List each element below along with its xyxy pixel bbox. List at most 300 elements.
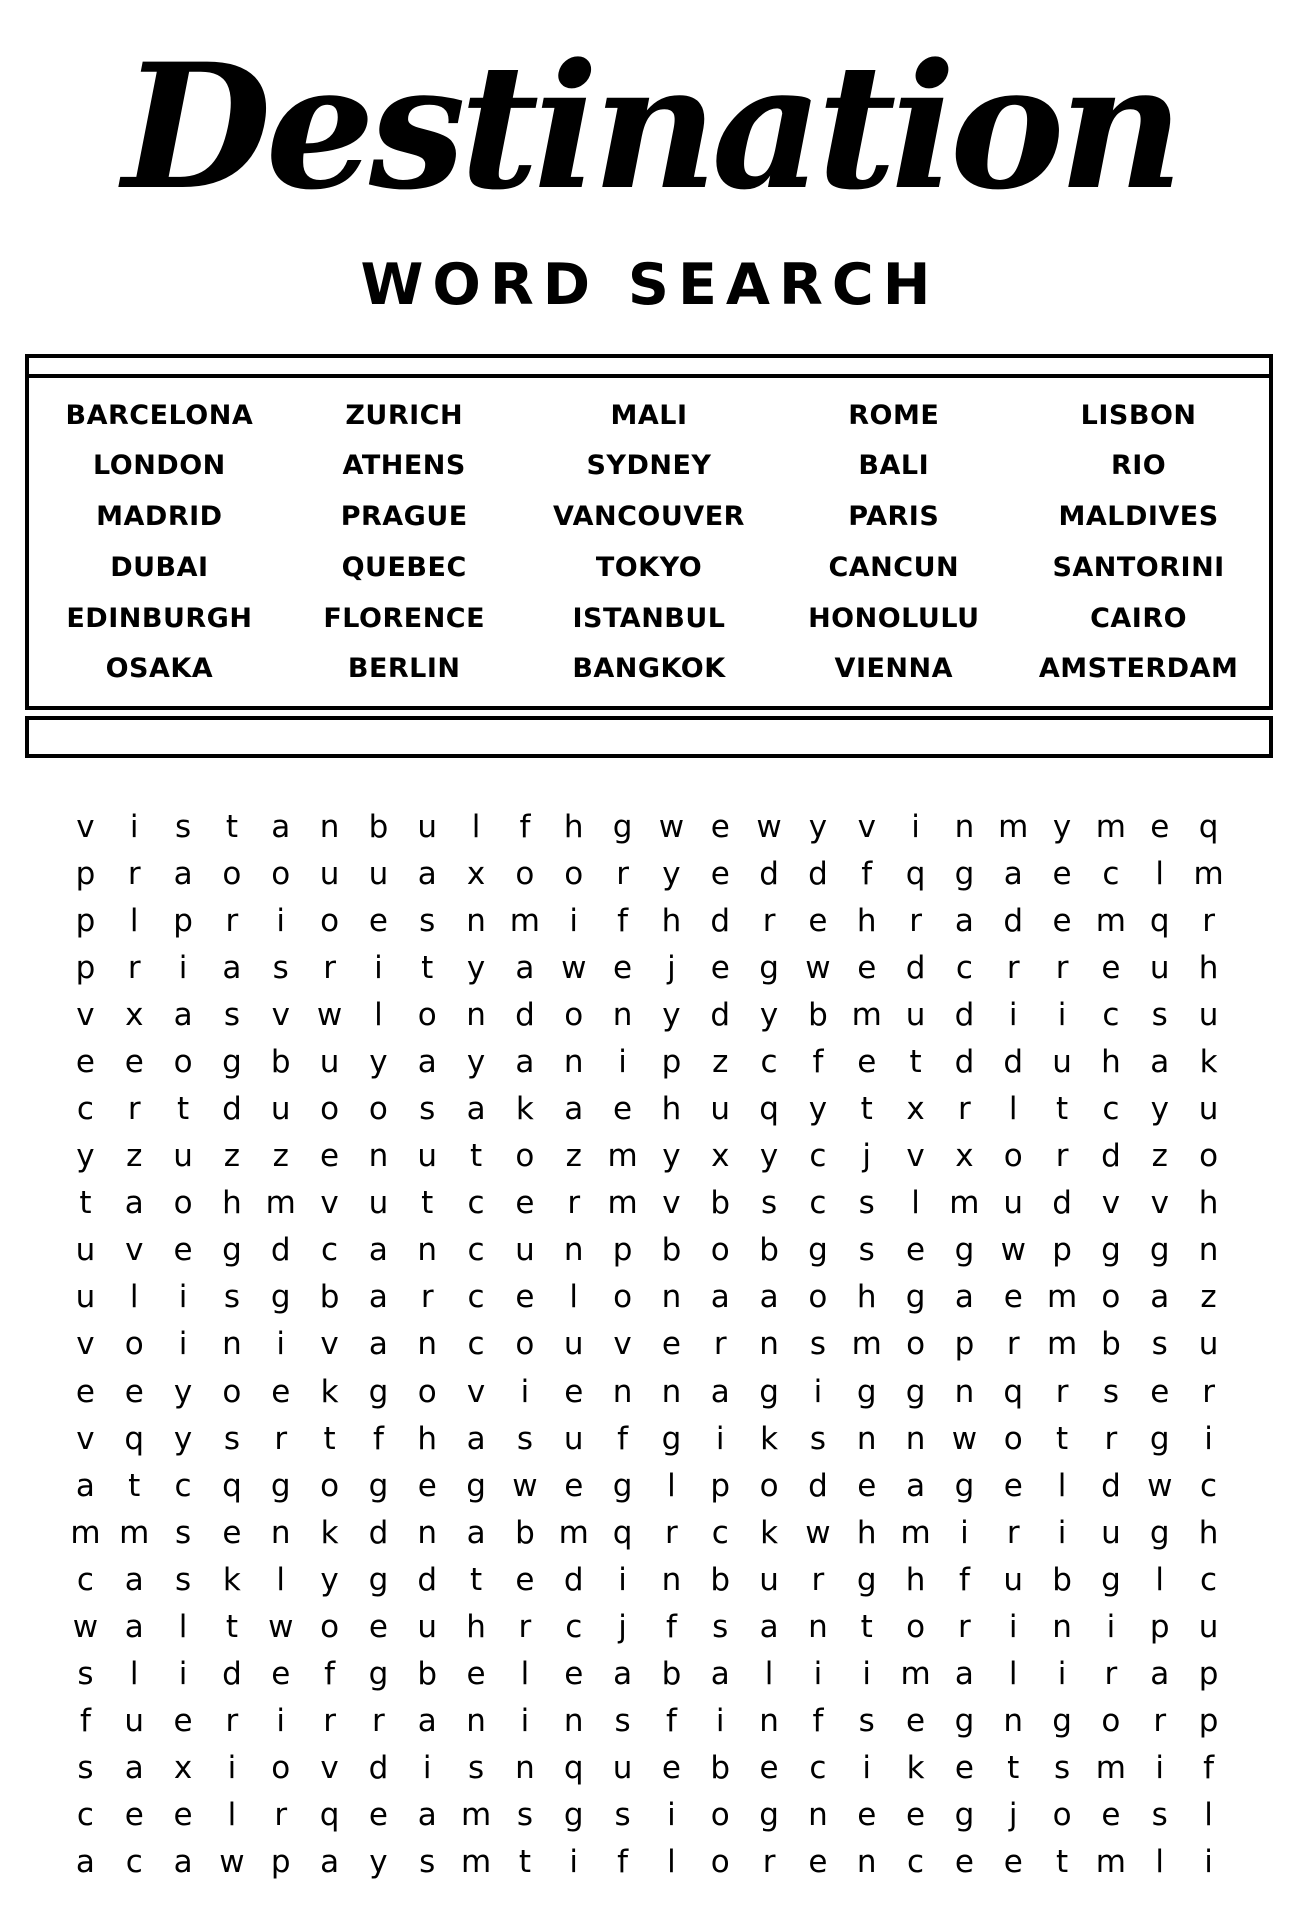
grid-cell-r9c11: r [567, 1185, 581, 1222]
grid-cell-r23c13: l [667, 1843, 676, 1880]
grid-cell-r10c20: w [1000, 1232, 1026, 1269]
grid-cell-r19c20: l [1008, 1655, 1018, 1692]
grid-cell-r14c20: o [1003, 1420, 1023, 1457]
grid-cell-r13c22: s [1102, 1373, 1119, 1410]
grid-cell-r4c21: r [1055, 950, 1069, 987]
word-list [29, 378, 1269, 706]
grid-cell-r10c19: g [954, 1232, 975, 1269]
grid-cell-r11c2: l [129, 1279, 139, 1316]
word-list-item: VIENNA [834, 653, 954, 685]
grid-cell-r4c23: u [1149, 950, 1170, 987]
grid-cell-r3c5: i [276, 903, 286, 940]
grid-cell-r9c9: c [467, 1185, 485, 1222]
grid-cell-r19c19: a [954, 1655, 974, 1692]
grid-cell-r4c24: h [1198, 950, 1219, 987]
grid-cell-r18c6: o [320, 1608, 340, 1645]
grid-cell-r6c8: a [417, 1044, 437, 1081]
grid-cell-r18c13: f [665, 1608, 677, 1645]
grid-cell-r1c6: n [319, 809, 340, 846]
grid-cell-r4c19: c [955, 950, 973, 987]
grid-cell-r10c12: p [612, 1232, 633, 1269]
grid-cell-r12c6: v [320, 1326, 339, 1363]
grid-cell-r19c11: e [564, 1655, 584, 1692]
grid-cell-r6c1: e [75, 1044, 95, 1081]
grid-cell-r4c12: e [613, 950, 633, 987]
grid-cell-r9c23: v [1150, 1185, 1169, 1222]
grid-cell-r17c20: u [1003, 1561, 1024, 1598]
grid-cell-r1c9: l [471, 809, 481, 846]
grid-cell-r22c9: m [460, 1796, 492, 1833]
grid-cell-r5c24: u [1198, 997, 1219, 1034]
grid-cell-r22c14: o [710, 1796, 730, 1833]
grid-cell-r21c14: b [710, 1749, 731, 1786]
word-list-item: MALI [610, 399, 688, 431]
grid-cell-r14c21: t [1055, 1420, 1069, 1457]
grid-cell-r20c15: n [759, 1702, 779, 1739]
letter-grid [61, 804, 1233, 1886]
grid-cell-r18c20: i [1008, 1608, 1018, 1645]
grid-cell-r6c21: u [1052, 1044, 1072, 1081]
grid-cell-r15c1: a [75, 1467, 95, 1504]
grid-cell-r8c11: z [565, 1138, 582, 1175]
grid-cell-r10c4: g [222, 1232, 242, 1269]
grid-cell-r1c22: m [1095, 809, 1126, 846]
word-list-item: CANCUN [828, 551, 960, 583]
grid-cell-r16c13: r [665, 1514, 678, 1551]
grid-cell-r3c7: e [368, 903, 388, 940]
grid-cell-r22c24: l [1204, 1796, 1213, 1833]
grid-cell-r12c1: v [76, 1326, 95, 1363]
grid-cell-r6c17: e [857, 1044, 877, 1081]
grid-cell-r10c23: g [1149, 1232, 1170, 1269]
grid-cell-r10c10: u [515, 1232, 535, 1269]
grid-cell-r22c21: o [1052, 1796, 1072, 1833]
grid-cell-r1c18: i [911, 809, 920, 846]
grid-cell-r18c2: a [124, 1608, 144, 1645]
grid-cell-r13c1: e [75, 1373, 95, 1410]
grid-cell-r23c10: t [518, 1843, 531, 1880]
grid-cell-r5c6: w [316, 997, 343, 1034]
grid-cell-r17c24: c [1200, 1561, 1218, 1598]
grid-cell-r10c5: d [270, 1232, 291, 1269]
grid-cell-r1c2: i [129, 809, 139, 846]
grid-cell-r13c14: a [710, 1373, 730, 1410]
grid-cell-r15c3: c [174, 1467, 192, 1504]
grid-cell-r7c6: o [320, 1091, 340, 1128]
grid-cell-r3c20: d [1003, 903, 1024, 940]
grid-cell-r7c1: c [76, 1091, 94, 1128]
grid-cell-r10c9: c [467, 1232, 485, 1269]
grid-cell-r15c23: w [1147, 1467, 1173, 1504]
word-list-item: PARIS [848, 501, 940, 533]
grid-cell-r20c19: g [954, 1702, 975, 1739]
grid-cell-r6c14: z [712, 1044, 729, 1081]
grid-cell-r6c7: y [369, 1044, 388, 1081]
grid-cell-r1c11: h [563, 809, 584, 846]
grid-cell-r4c15: g [759, 950, 779, 987]
grid-cell-r23c17: n [856, 1843, 877, 1880]
grid-cell-r12c8: n [417, 1326, 438, 1363]
word-list-item: AMSTERDAM [1038, 653, 1239, 685]
grid-cell-r18c17: t [860, 1608, 873, 1645]
grid-cell-r22c10: s [516, 1796, 533, 1833]
grid-cell-r16c16: w [805, 1514, 831, 1551]
grid-cell-r14c15: k [760, 1420, 779, 1457]
grid-cell-r15c7: g [368, 1467, 389, 1504]
grid-cell-r8c17: j [862, 1138, 872, 1175]
grid-cell-r10c11: n [563, 1232, 584, 1269]
grid-cell-r11c21: m [1046, 1279, 1078, 1316]
grid-cell-r4c14: e [710, 950, 730, 987]
grid-cell-r17c10: e [515, 1561, 535, 1598]
grid-cell-r22c4: l [227, 1796, 237, 1833]
grid-cell-r17c2: a [124, 1561, 144, 1598]
grid-cell-r2c21: e [1052, 856, 1072, 893]
grid-cell-r9c14: b [710, 1185, 731, 1222]
grid-cell-r2c7: u [368, 856, 389, 893]
grid-cell-r23c4: w [219, 1843, 245, 1880]
grid-cell-r20c6: r [323, 1702, 336, 1739]
grid-cell-r7c5: u [270, 1091, 291, 1128]
grid-cell-r19c10: l [520, 1655, 530, 1692]
grid-cell-r6c13: p [661, 1044, 682, 1081]
grid-cell-r19c7: g [368, 1655, 389, 1692]
word-list-item: ISTANBUL [572, 602, 726, 634]
grid-cell-r11c14: a [710, 1279, 730, 1316]
grid-cell-r5c4: s [223, 997, 240, 1034]
grid-cell-r18c14: s [712, 1608, 729, 1645]
grid-cell-r2c18: q [905, 856, 926, 893]
grid-cell-r21c12: u [612, 1749, 633, 1786]
grid-cell-r13c24: r [1202, 1373, 1215, 1410]
grid-cell-r17c5: l [276, 1561, 286, 1598]
grid-cell-r5c14: d [710, 997, 731, 1034]
grid-cell-r9c6: v [320, 1185, 339, 1222]
grid-cell-r6c10: a [515, 1044, 535, 1081]
grid-cell-r19c17: i [862, 1655, 872, 1692]
grid-cell-r17c17: g [856, 1561, 877, 1598]
grid-cell-r18c22: i [1106, 1608, 1116, 1645]
grid-cell-r5c19: d [954, 997, 975, 1034]
grid-cell-r17c7: g [368, 1561, 389, 1598]
grid-cell-r15c21: l [1057, 1467, 1067, 1504]
grid-cell-r11c13: n [661, 1279, 682, 1316]
grid-cell-r20c14: i [715, 1702, 725, 1739]
grid-cell-r16c22: u [1101, 1514, 1121, 1551]
grid-cell-r19c12: a [613, 1655, 633, 1692]
grid-cell-r21c13: e [661, 1749, 681, 1786]
grid-cell-r13c10: i [520, 1373, 530, 1410]
grid-cell-r19c22: r [1104, 1655, 1118, 1692]
grid-cell-r16c20: r [1006, 1514, 1020, 1551]
grid-cell-r23c8: s [419, 1843, 436, 1880]
grid-cell-r3c15: r [762, 903, 776, 940]
grid-cell-r8c20: o [1003, 1138, 1023, 1175]
grid-cell-r13c3: y [173, 1373, 193, 1410]
grid-cell-r10c16: g [808, 1232, 828, 1269]
grid-cell-r21c16: c [809, 1749, 827, 1786]
grid-cell-r23c2: c [125, 1843, 143, 1880]
grid-cell-r23c5: p [270, 1843, 291, 1880]
grid-cell-r10c1: u [75, 1232, 96, 1269]
grid-cell-r12c11: u [563, 1326, 584, 1363]
grid-cell-r3c17: h [856, 903, 877, 940]
grid-cell-r1c17: v [857, 809, 876, 846]
grid-cell-r16c4: e [222, 1514, 242, 1551]
grid-cell-r20c20: n [1003, 1702, 1024, 1739]
grid-cell-r20c3: e [173, 1702, 193, 1739]
grid-cell-r10c7: a [368, 1232, 388, 1269]
grid-cell-r13c21: r [1055, 1373, 1069, 1410]
grid-cell-r1c21: y [1052, 809, 1072, 846]
grid-cell-r12c13: e [661, 1326, 681, 1363]
grid-cell-r2c5: o [271, 856, 291, 893]
grid-cell-r13c11: e [564, 1373, 584, 1410]
word-list-item: MALDIVES [1058, 501, 1219, 533]
grid-cell-r6c18: t [909, 1044, 922, 1081]
grid-cell-r9c15: s [760, 1185, 778, 1222]
grid-cell-r15c10: w [512, 1467, 538, 1504]
grid-cell-r2c6: u [319, 856, 340, 893]
grid-cell-r12c22: b [1101, 1326, 1121, 1363]
grid-cell-r18c9: h [466, 1608, 486, 1645]
grid-cell-r3c24: r [1202, 903, 1215, 940]
grid-cell-r7c2: r [127, 1091, 141, 1128]
grid-cell-r19c15: l [764, 1655, 774, 1692]
grid-cell-r6c11: n [563, 1044, 584, 1081]
grid-cell-r11c11: l [569, 1279, 579, 1316]
grid-cell-r8c24: o [1199, 1138, 1219, 1175]
grid-cell-r18c10: r [518, 1608, 532, 1645]
grid-cell-r4c7: i [374, 950, 383, 987]
grid-cell-r10c15: b [759, 1232, 779, 1269]
grid-cell-r20c10: i [520, 1702, 530, 1739]
word-list-item: BALI [858, 450, 930, 482]
grid-cell-r22c17: e [857, 1796, 877, 1833]
grid-cell-r14c4: s [223, 1420, 240, 1457]
grid-cell-r7c13: h [661, 1091, 682, 1128]
grid-cell-r5c9: n [466, 997, 486, 1034]
word-list-item: RIO [1110, 450, 1167, 482]
grid-cell-r14c1: v [76, 1420, 95, 1457]
grid-cell-r15c22: d [1101, 1467, 1121, 1504]
grid-cell-r8c23: z [1151, 1138, 1168, 1175]
word-list-item: ROME [848, 399, 940, 431]
grid-cell-r21c6: v [320, 1749, 339, 1786]
grid-cell-r12c21: m [1046, 1326, 1078, 1363]
grid-cell-r1c10: f [519, 809, 531, 846]
grid-cell-r16c14: c [711, 1514, 729, 1551]
grid-cell-r23c11: i [569, 1843, 579, 1880]
word-list-box-header [29, 358, 1269, 378]
grid-cell-r11c6: b [319, 1279, 340, 1316]
grid-cell-r14c2: q [124, 1420, 145, 1457]
grid-cell-r14c10: s [516, 1420, 533, 1457]
word-list-column-4 [771, 380, 1016, 704]
grid-cell-r9c4: h [222, 1185, 242, 1222]
grid-cell-r13c2: e [124, 1373, 144, 1410]
grid-cell-r9c10: e [515, 1185, 535, 1222]
grid-cell-r12c2: o [124, 1326, 144, 1363]
grid-cell-r5c13: y [662, 997, 681, 1034]
grid-cell-r15c15: o [759, 1467, 779, 1504]
grid-cell-r4c4: a [222, 950, 242, 987]
grid-cell-r7c22: c [1102, 1091, 1120, 1128]
word-list-item: BERLIN [347, 653, 461, 685]
grid-cell-r10c14: o [710, 1232, 730, 1269]
word-list-item: EDINBURGH [66, 602, 253, 634]
grid-cell-r8c19: x [955, 1138, 974, 1175]
grid-cell-r8c2: z [126, 1138, 143, 1175]
grid-cell-r2c11: o [564, 856, 584, 893]
grid-cell-r1c8: u [417, 809, 438, 846]
grid-cell-r7c17: t [860, 1091, 873, 1128]
grid-cell-r1c12: g [612, 809, 633, 846]
grid-cell-r23c19: e [954, 1843, 974, 1880]
grid-cell-r16c12: q [612, 1514, 633, 1551]
grid-cell-r23c9: m [460, 1843, 492, 1880]
grid-cell-r11c7: a [368, 1279, 388, 1316]
grid-cell-r13c13: n [661, 1373, 682, 1410]
grid-cell-r15c5: g [270, 1467, 291, 1504]
grid-cell-r21c7: d [368, 1749, 389, 1786]
grid-cell-r5c12: n [612, 997, 633, 1034]
grid-cell-r11c16: o [808, 1279, 828, 1316]
grid-cell-r20c11: n [563, 1702, 584, 1739]
grid-cell-r17c9: t [469, 1561, 483, 1598]
grid-cell-r2c20: a [1003, 856, 1023, 893]
grid-cell-r14c24: i [1204, 1420, 1213, 1457]
grid-cell-r22c18: e [906, 1796, 926, 1833]
word-list-box [25, 354, 1273, 710]
grid-cell-r20c17: s [858, 1702, 875, 1739]
grid-cell-r15c17: e [857, 1467, 877, 1504]
grid-cell-r15c14: p [710, 1467, 731, 1504]
grid-cell-r13c18: g [905, 1373, 926, 1410]
grid-cell-r4c10: a [515, 950, 535, 987]
word-list-item: OSAKA [105, 653, 214, 685]
grid-cell-r6c16: f [812, 1044, 824, 1081]
grid-cell-r21c8: i [422, 1749, 432, 1786]
word-list-item: ATHENS [342, 450, 466, 482]
grid-cell-r7c24: u [1198, 1091, 1219, 1128]
grid-cell-r23c24: i [1204, 1843, 1213, 1880]
grid-cell-r13c23: e [1150, 1373, 1170, 1410]
grid-cell-r16c18: m [900, 1514, 931, 1551]
grid-cell-r3c12: f [617, 903, 629, 940]
grid-cell-r5c23: s [1151, 997, 1168, 1034]
grid-cell-r23c20: e [1003, 1843, 1023, 1880]
grid-cell-r17c4: k [222, 1561, 241, 1598]
grid-cell-r4c20: r [1006, 950, 1020, 987]
grid-cell-r9c5: m [265, 1185, 296, 1222]
grid-cell-r8c1: y [76, 1138, 95, 1175]
grid-cell-r21c10: n [515, 1749, 535, 1786]
grid-cell-r17c11: d [563, 1561, 584, 1598]
grid-cell-r12c9: c [467, 1326, 485, 1363]
grid-cell-r2c12: r [616, 856, 629, 893]
grid-cell-r21c23: i [1155, 1749, 1165, 1786]
grid-cell-r19c23: a [1150, 1655, 1170, 1692]
grid-cell-r11c18: g [905, 1279, 926, 1316]
grid-cell-r15c24: c [1200, 1467, 1218, 1504]
grid-cell-r5c2: x [125, 997, 144, 1034]
grid-cell-r10c17: s [858, 1232, 875, 1269]
grid-cell-r6c5: b [270, 1044, 291, 1081]
grid-cell-r1c4: t [225, 809, 238, 846]
grid-cell-r2c14: e [710, 856, 730, 893]
grid-cell-r15c19: g [954, 1467, 975, 1504]
grid-cell-r9c22: v [1101, 1185, 1121, 1222]
word-list-item: HONOLULU [808, 602, 980, 634]
grid-cell-r3c18: r [909, 903, 922, 940]
grid-cell-r8c14: x [711, 1138, 730, 1175]
grid-cell-r5c1: v [76, 997, 95, 1034]
grid-cell-r23c7: y [369, 1843, 388, 1880]
grid-cell-r3c4: r [225, 903, 239, 940]
grid-cell-r8c7: n [368, 1138, 389, 1175]
word-list-item: ZURICH [345, 399, 464, 431]
grid-cell-r19c14: a [710, 1655, 730, 1692]
grid-cell-r17c18: h [905, 1561, 926, 1598]
word-list-item: PRAGUE [340, 501, 468, 533]
grid-cell-r5c16: b [808, 997, 828, 1034]
grid-cell-r10c2: v [125, 1232, 144, 1269]
grid-cell-r21c11: q [563, 1749, 584, 1786]
grid-cell-r22c5: r [274, 1796, 288, 1833]
grid-cell-r22c7: e [368, 1796, 388, 1833]
grid-cell-r4c13: j [667, 950, 676, 987]
grid-cell-r10c21: p [1052, 1232, 1072, 1269]
grid-cell-r14c22: r [1104, 1420, 1118, 1457]
grid-cell-r22c19: g [954, 1796, 975, 1833]
grid-cell-r19c18: m [900, 1655, 931, 1692]
grid-cell-r11c12: o [613, 1279, 633, 1316]
grid-cell-r6c6: u [319, 1044, 340, 1081]
word-list-item: TOKYO [595, 551, 703, 583]
grid-cell-r6c24: k [1199, 1044, 1218, 1081]
grid-cell-r1c5: a [271, 809, 291, 846]
grid-cell-r22c3: e [173, 1796, 193, 1833]
grid-cell-r8c9: t [469, 1138, 483, 1175]
grid-cell-r7c4: d [222, 1091, 242, 1128]
word-list-item: MADRID [96, 501, 223, 533]
grid-cell-r20c22: o [1101, 1702, 1121, 1739]
grid-cell-r1c7: b [368, 809, 389, 846]
grid-cell-r2c16: d [808, 856, 828, 893]
grid-cell-r3c8: s [419, 903, 436, 940]
grid-cell-r6c12: i [618, 1044, 627, 1081]
grid-cell-r7c9: a [466, 1091, 486, 1128]
grid-cell-r18c1: w [72, 1608, 99, 1645]
grid-cell-r14c16: s [809, 1420, 826, 1457]
grid-cell-r19c16: i [813, 1655, 823, 1692]
grid-cell-r2c19: g [954, 856, 975, 893]
grid-cell-r17c6: y [320, 1561, 339, 1598]
grid-cell-r14c3: y [173, 1420, 193, 1457]
grid-cell-r11c17: h [856, 1279, 877, 1316]
grid-cell-r2c24: m [1193, 856, 1224, 893]
grid-cell-r22c22: e [1101, 1796, 1121, 1833]
grid-cell-r7c8: s [419, 1091, 436, 1128]
grid-cell-r20c5: i [276, 1702, 286, 1739]
grid-cell-r11c19: a [954, 1279, 974, 1316]
grid-cell-r21c3: x [173, 1749, 193, 1786]
word-list-item: SANTORINI [1052, 551, 1225, 583]
grid-cell-r16c11: m [558, 1514, 589, 1551]
grid-cell-r9c7: u [368, 1185, 389, 1222]
grid-cell-r1c20: m [998, 809, 1029, 846]
